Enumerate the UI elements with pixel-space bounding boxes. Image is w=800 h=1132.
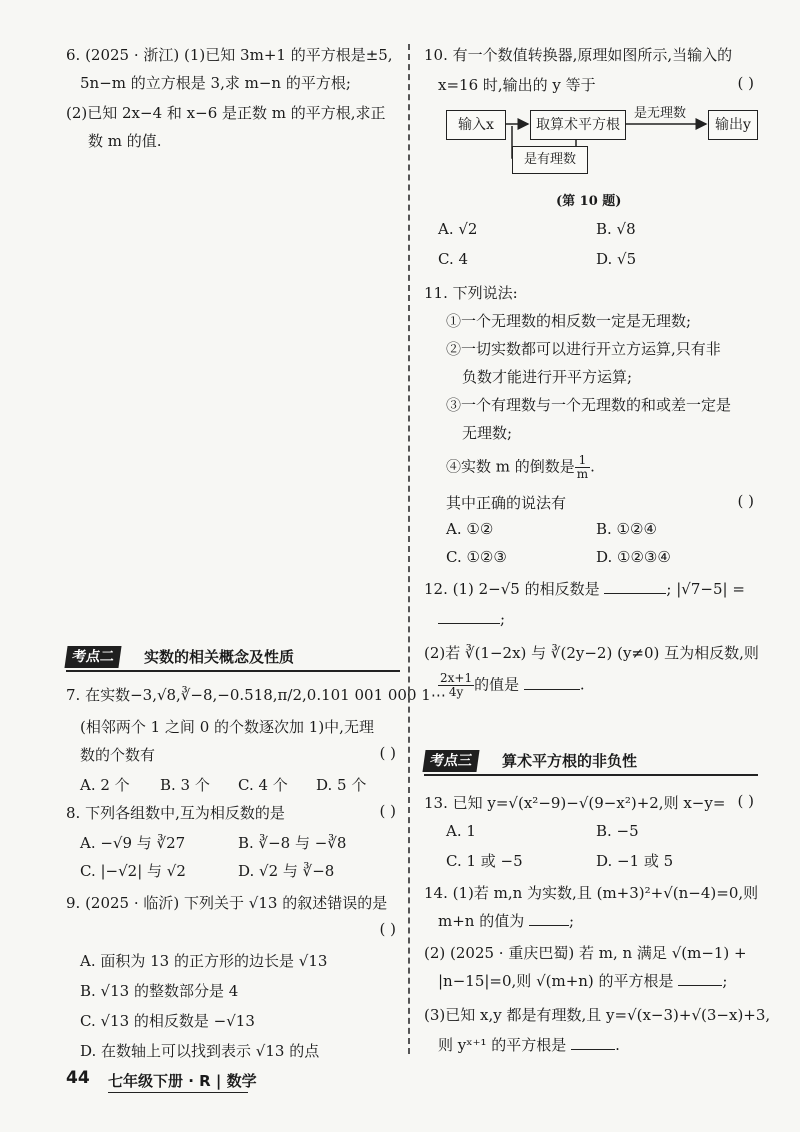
q12-blank-2 bbox=[438, 623, 500, 624]
q12-line4-end: . bbox=[579, 675, 585, 694]
q14-blank-2 bbox=[678, 985, 722, 986]
q12-fraction bbox=[438, 672, 474, 699]
q9-line1: 9. (2025 · 临沂) 下列关于 √13 的叙述错误的是 bbox=[66, 894, 388, 912]
q11-statement-2b: 负数才能进行开平方运算; bbox=[462, 368, 633, 386]
flow-output-box: 输出y bbox=[708, 110, 758, 140]
q14-line3: (2) (2025 · 重庆巴蜀) 若 m, n 满足 √(m−1) + bbox=[424, 944, 747, 962]
q10-option-d: D. √5 bbox=[596, 250, 637, 268]
flow-input-box: 输入x bbox=[446, 110, 506, 140]
q10-answer-paren: ( ) bbox=[737, 74, 754, 92]
q14-blank-3 bbox=[571, 1049, 615, 1050]
q6-line1: 6. (2025 · 浙江) (1)已知 3m+1 的平方根是±5, bbox=[66, 46, 393, 64]
q12-line1 bbox=[424, 578, 754, 600]
q14-line6-text: 则 yˣ⁺¹ 的平方根是 bbox=[438, 1036, 567, 1054]
fraction-denominator: m bbox=[576, 467, 589, 481]
q11-statement-3b: 无理数; bbox=[462, 424, 513, 442]
q11-statement-1: ①一个无理数的相反数一定是无理数; bbox=[446, 312, 692, 330]
q12-line2 bbox=[438, 608, 754, 630]
q13-option-d: D. −1 或 5 bbox=[596, 852, 674, 870]
q11-option-a: A. ①② bbox=[446, 520, 494, 538]
section-header-2 bbox=[66, 646, 400, 672]
q14-line2 bbox=[438, 910, 754, 932]
q12-line3: (2)若 ∛(1−2x) 与 ∛(2y−2) (y≠0) 互为相反数,则 bbox=[424, 644, 759, 662]
q8-answer-paren: ( ) bbox=[379, 802, 396, 820]
q7-option-b: B. 3 个 bbox=[160, 776, 210, 794]
q8-option-c: C. |−√2| 与 √2 bbox=[80, 862, 186, 880]
q14-line2-text: m+n 的值为 bbox=[438, 912, 525, 930]
q7-line2: (相邻两个 1 之间 0 的个数逐次加 1)中,无理 bbox=[80, 718, 374, 736]
q12-part1-abs: ; |√7−5| = bbox=[666, 580, 745, 598]
page-number: 44 bbox=[66, 1068, 90, 1088]
q11-question: 其中正确的说法有 bbox=[446, 494, 567, 512]
q10-option-a: A. √2 bbox=[438, 220, 478, 238]
q14-blank-1 bbox=[529, 925, 569, 926]
q8-option-d: D. √2 与 ∛−8 bbox=[238, 862, 335, 880]
flow-label-irrational: 是无理数 bbox=[634, 106, 687, 121]
q7-option-d: D. 5 个 bbox=[316, 776, 367, 794]
q14-line6-end: . bbox=[615, 1036, 620, 1054]
q11-statement-3a: ③一个有理数与一个无理数的和或差一定是 bbox=[446, 396, 732, 414]
section-title: 算术平方根的非负性 bbox=[502, 752, 638, 770]
q13-option-a: A. 1 bbox=[446, 822, 476, 840]
q13-answer-paren: ( ) bbox=[737, 792, 754, 810]
q12-line4 bbox=[438, 672, 754, 699]
q7-line1: 7. 在实数−3,√8,∛−8,−0.518,π/2,0.101 001 000 1⋯ bbox=[66, 686, 446, 704]
q9-option-c: C. √13 的相反数是 −√13 bbox=[80, 1012, 255, 1030]
flow-sqrt-box: 取算术平方根 bbox=[530, 110, 626, 140]
q10-caption: (第 10 题) bbox=[556, 194, 622, 209]
fraction-denominator: 4y bbox=[448, 685, 464, 699]
q10-option-b: B. √8 bbox=[596, 220, 636, 238]
q12-blank-3 bbox=[524, 689, 580, 690]
q8-option-b: B. ∛−8 与 −∛8 bbox=[238, 834, 347, 852]
q12-part1-text: 12. (1) 2−√5 的相反数是 bbox=[424, 580, 600, 598]
reciprocal-fraction bbox=[575, 454, 590, 481]
q8-option-a: A. −√9 与 ∛27 bbox=[80, 834, 186, 852]
q13-line1: 13. 已知 y=√(x²−9)−√(9−x²)+2,则 x−y= bbox=[424, 794, 726, 812]
q12-blank-1 bbox=[604, 593, 666, 594]
section-tag: 考点二 bbox=[64, 646, 121, 668]
q8-line1: 8. 下列各组数中,互为相反数的是 bbox=[66, 804, 285, 822]
q11-statement-2a: ②一切实数都可以进行开立方运算,只有非 bbox=[446, 340, 721, 358]
flow-label-rational: 是有理数 bbox=[512, 146, 588, 174]
q7-option-c: C. 4 个 bbox=[238, 776, 288, 794]
q9-option-a: A. 面积为 13 的正方形的边长是 √13 bbox=[80, 952, 328, 970]
q10-line1: 10. 有一个数值转换器,原理如图所示,当输入的 bbox=[424, 46, 733, 64]
q13-option-b: B. −5 bbox=[596, 822, 639, 840]
q9-option-b: B. √13 的整数部分是 4 bbox=[80, 982, 239, 1000]
q12-line4-text: 的值是 bbox=[474, 675, 520, 694]
q11-option-c: C. ①②③ bbox=[446, 548, 507, 566]
q11-statement-4: ④实数 m 的倒数是 $\frac{1}{m}$ . bbox=[446, 453, 595, 481]
section-header-3 bbox=[424, 750, 758, 776]
fraction-numerator: 2x+1 bbox=[440, 671, 473, 685]
q12-line2-end: ; bbox=[500, 610, 506, 628]
q11-answer-paren: ( ) bbox=[737, 492, 754, 510]
q9-option-d: D. 在数轴上可以找到表示 √13 的点 bbox=[80, 1042, 320, 1060]
q6-line2: 5n−m 的立方根是 3,求 m−n 的平方根; bbox=[80, 74, 351, 92]
q7-line3: 数的个数有 bbox=[80, 746, 156, 764]
q11-line1: 11. 下列说法: bbox=[424, 284, 518, 302]
fraction-numerator: 1 bbox=[575, 454, 590, 468]
section-tag: 考点三 bbox=[422, 750, 479, 772]
q10-option-c: C. 4 bbox=[438, 250, 469, 268]
footer-rule bbox=[108, 1092, 248, 1093]
q6-line3: (2)已知 2x−4 和 x−6 是正数 m 的平方根,求正 bbox=[66, 104, 386, 122]
q9-answer-paren: ( ) bbox=[379, 920, 396, 938]
q7-option-a: A. 2 个 bbox=[80, 776, 130, 794]
q10-flowchart bbox=[446, 106, 756, 178]
q10-line2: x=16 时,输出的 y 等于 bbox=[438, 76, 596, 94]
q14-line4-end: ; bbox=[722, 972, 728, 990]
q14-line4 bbox=[438, 970, 754, 992]
q14-line2-end: ; bbox=[569, 912, 575, 930]
column-divider bbox=[408, 44, 410, 1054]
q13-option-c: C. 1 或 −5 bbox=[446, 852, 523, 870]
q14-line4-text: |n−15|=0,则 √(m+n) 的平方根是 bbox=[438, 972, 674, 990]
q11-statement-4-text: ④实数 m 的倒数是 bbox=[446, 457, 575, 476]
q11-option-d: D. ①②③④ bbox=[596, 548, 671, 566]
q14-line1: 14. (1)若 m,n 为实数,且 (m+3)²+√(n−4)=0,则 bbox=[424, 884, 759, 902]
q14-line6 bbox=[438, 1034, 754, 1056]
footer-book-title: 七年级下册 · R | 数学 bbox=[108, 1072, 257, 1090]
q7-answer-paren: ( ) bbox=[379, 744, 396, 762]
section-title: 实数的相关概念及性质 bbox=[144, 648, 295, 666]
q14-line5: (3)已知 x,y 都是有理数,且 y=√(x−3)+√(3−x)+3, bbox=[424, 1006, 771, 1024]
q6-line4: 数 m 的值. bbox=[88, 132, 162, 150]
q11-option-b: B. ①②④ bbox=[596, 520, 657, 538]
